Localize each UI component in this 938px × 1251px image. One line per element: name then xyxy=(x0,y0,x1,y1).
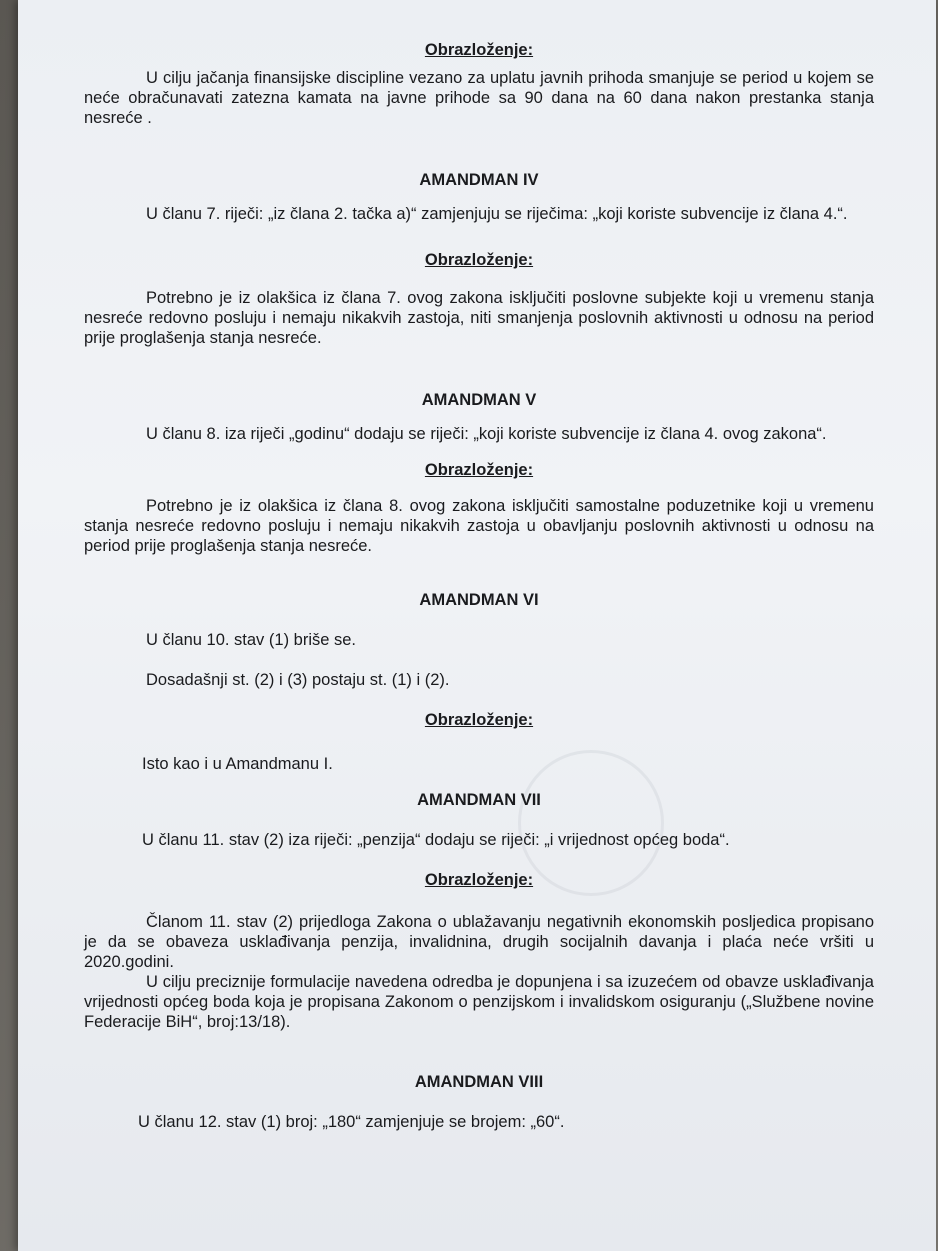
section-text-obrazlozenje-2: Potrebno je iz olakšica iz člana 7. ovog zakona isključiti poslovne subjekte koji u vremenu stanja nesreće redovno posluju i nemaju nikakvih zastoja, niti smanjenja poslovnih aktivnosti u odnosu na period prije proglašenja stanja nesreće. xyxy=(84,289,874,347)
document-page xyxy=(18,0,936,1251)
amendment-heading-v: AMANDMAN V xyxy=(421,391,537,409)
amendment-heading-vi: AMANDMAN VI xyxy=(419,591,539,609)
section-heading-obrazlozenje-4: Obrazloženje: xyxy=(424,711,534,729)
amendment-text-iv: U članu 7. riječi: „iz člana 2. tačka a)“ zamjenjuju se riječima: „koji koriste subvencije iz člana 4.“. xyxy=(146,205,848,223)
section-text-obrazlozenje-4: Isto kao i u Amandmanu I. xyxy=(142,755,333,773)
section-heading-obrazlozenje-3: Obrazloženje: xyxy=(424,461,534,479)
section-heading-obrazlozenje-5: Obrazloženje: xyxy=(424,871,534,889)
amendment-heading-vii: AMANDMAN VII xyxy=(417,791,541,809)
section-text-obrazlozenje-5b: U cilju preciznije formulacije navedena odredba je dopunjena i sa izuzećem od obavze usklađivanja vrijednosti općeg boda koja je propisana Zakonom o penzijskom i invalidskom osiguranju („Službene novine Federacije BiH“, broj:13/18). xyxy=(84,973,874,1031)
section-heading-obrazlozenje-1: Obrazloženje: xyxy=(424,41,534,59)
section-text-obrazlozenje-5: Članom 11. stav (2) prijedloga Zakona o ublažavanju negativnih ekonomskih posljedica propisano je da se obaveza usklađivanja penzija, invalidnina, drugih socijalnih davanja i plaća neće vršiti u 2020.godini. xyxy=(84,913,874,971)
amendment-text-vi-2: Dosadašnji st. (2) i (3) postaju st. (1) i (2). xyxy=(146,671,450,689)
amendment-heading-iv: AMANDMAN IV xyxy=(419,171,539,189)
amendment-text-vi: U članu 10. stav (1) briše se. xyxy=(146,631,357,649)
amendment-text-v: U članu 8. iza riječi „godinu“ dodaju se riječi: „koji koriste subvencije iz člana 4. ovog zakona“. xyxy=(146,425,827,443)
amendment-text-vii: U članu 11. stav (2) iza riječi: „penzija“ dodaju se riječi: „i vrijednost općeg boda“. xyxy=(142,831,730,849)
section-text-obrazlozenje-3: Potrebno je iz olakšica iz člana 8. ovog zakona isključiti samostalne poduzetnike koji u vremenu stanja nesreće redovno posluju i nemaju nikakvih zastoja u obavljanju poslovnih aktivnosti u odnosu na period prije proglašenja stanja nesreće. xyxy=(84,497,874,555)
section-heading-obrazlozenje-2: Obrazloženje: xyxy=(424,251,534,269)
section-text-obrazlozenje-1: U cilju jačanja finansijske discipline vezano za uplatu javnih prihoda smanjuje se period u kojem se neće obračunavati zatezna kamata na javne prihode sa 90 dana na 60 dana nakon prestanka stanja nesreće . xyxy=(84,69,874,127)
document-body xyxy=(84,40,874,1132)
amendment-text-viii: U članu 12. stav (1) broj: „180“ zamjenjuje se brojem: „60“. xyxy=(138,1113,565,1131)
amendment-heading-viii: AMANDMAN VIII xyxy=(414,1073,544,1091)
